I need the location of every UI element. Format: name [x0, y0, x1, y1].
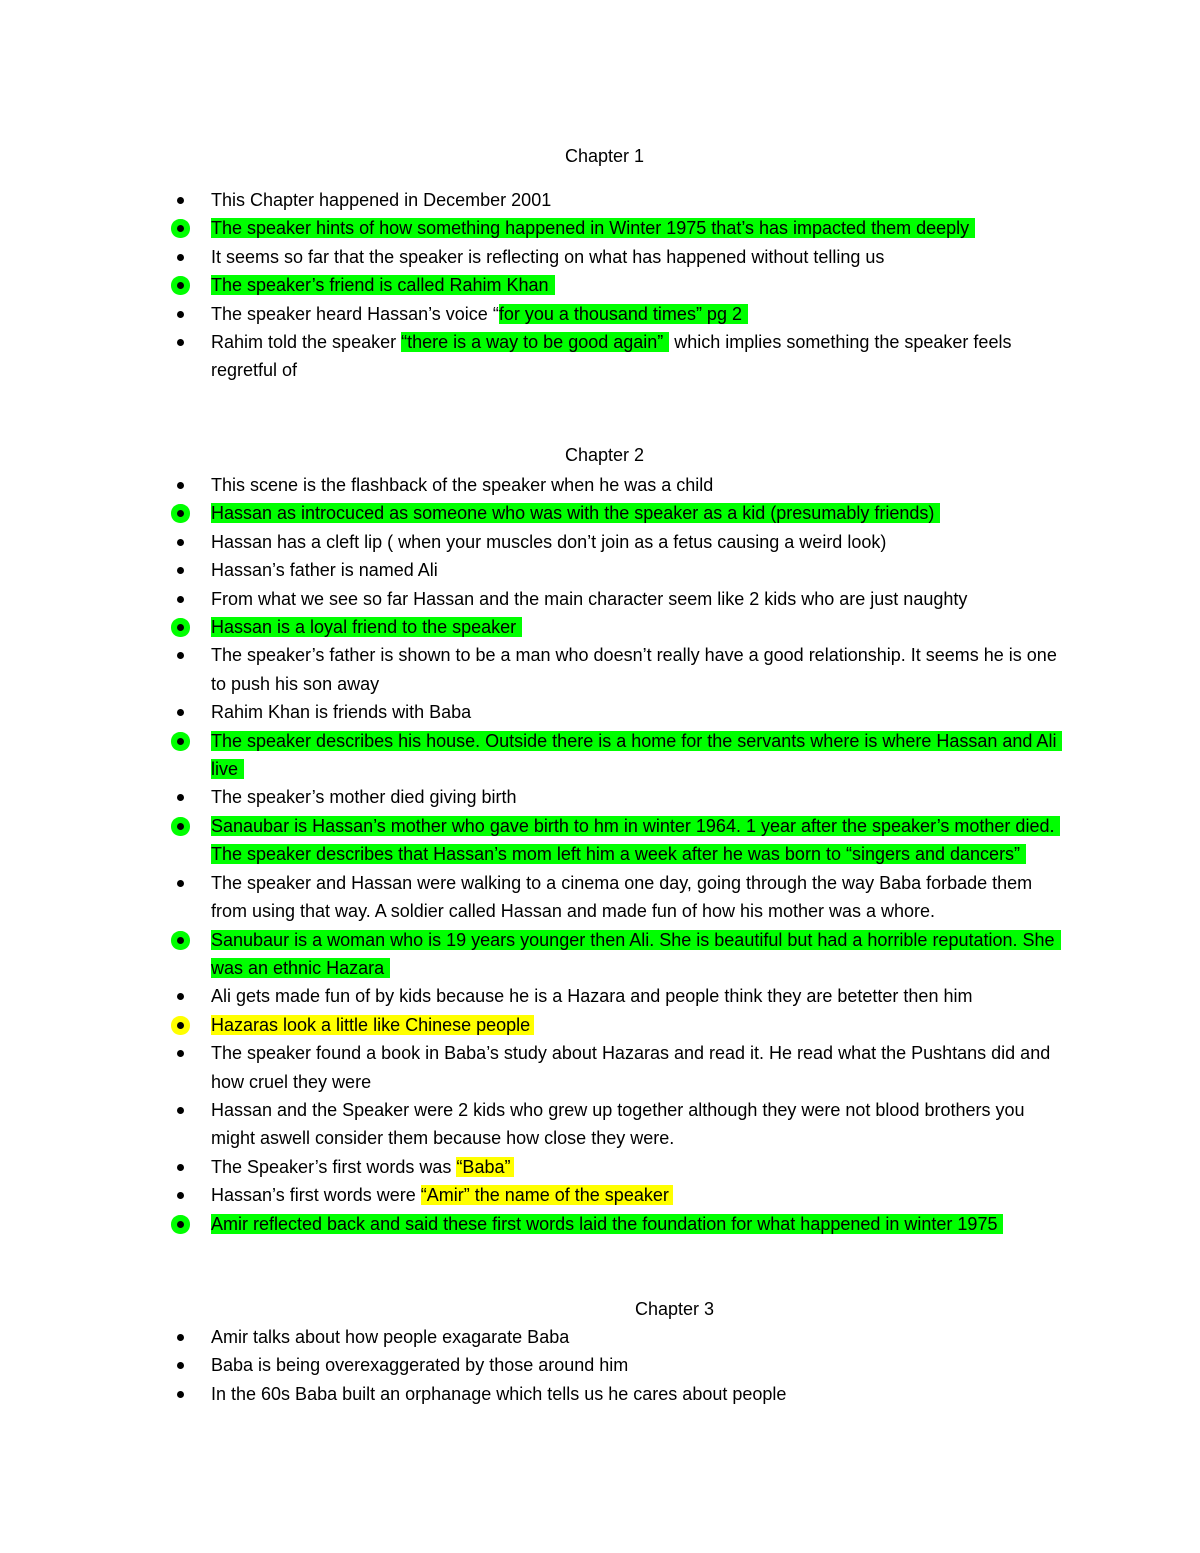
note-text [211, 271, 1072, 299]
green-highlight: Hassan is a loyal friend to the speaker [211, 617, 522, 637]
note-item [172, 243, 1072, 271]
note-text-plain: Hassan has a cleft lip ( when your muscles don’t join as a fetus causing a weird look) [211, 531, 887, 552]
bullet-icon [177, 1107, 184, 1114]
note-text [211, 869, 1072, 926]
yellow-highlight: “Amir” the name of the speaker [421, 1185, 673, 1205]
note-text-plain: The speaker’s mother died giving birth [211, 787, 517, 808]
green-highlight: “there is a way to be good again” [401, 332, 669, 352]
note-text-plain: Baba is being overexaggerated by those around him [211, 1355, 629, 1376]
note-text-plain: which implies something the speaker feels regretful of [211, 332, 1012, 381]
note-text [211, 556, 1072, 584]
green-highlight: for you a thousand times” pg 2 [499, 304, 748, 324]
bullet-icon [177, 794, 184, 801]
note-text [211, 812, 1072, 869]
bullet-icon [177, 1022, 184, 1029]
bullet-icon [177, 1362, 184, 1369]
note-text-plain: The Speaker’s first words was [211, 1156, 457, 1177]
bullet-icon [177, 1391, 184, 1398]
note-text [211, 300, 1072, 328]
bullet-icon [177, 510, 184, 517]
note-text [211, 613, 1072, 641]
note-text [211, 1351, 1072, 1379]
green-highlight: Sanubaur is a woman who is 19 years younger then Ali. She is beautiful but had a horrible reputation. She was an ethnic Hazara [211, 930, 1061, 978]
yellow-highlight: Hazaras look a little like Chinese people [211, 1015, 534, 1035]
note-text [211, 926, 1072, 983]
note-text [211, 1153, 1072, 1181]
bullet-icon [177, 1164, 184, 1171]
note-text [211, 641, 1072, 698]
note-text-plain: Rahim told the speaker [211, 332, 402, 353]
note-text [211, 214, 1072, 242]
note-text [211, 727, 1072, 784]
chapter-2-heading: Chapter 2 [565, 445, 645, 465]
note-text [211, 1181, 1072, 1209]
note-item [172, 1011, 1072, 1039]
note-text [211, 328, 1072, 385]
note-text-plain: The speaker heard Hassan’s voice “ [211, 303, 499, 324]
note-text [211, 698, 1072, 726]
note-text [211, 471, 1072, 499]
bullet-icon [177, 993, 184, 1000]
note-item [172, 328, 1072, 385]
note-text-plain: Hassan’s father is named Ali [211, 560, 438, 581]
note-text [211, 1323, 1072, 1351]
note-text-plain: This scene is the flashback of the speaker when he was a child [211, 475, 714, 495]
bullet-icon [177, 624, 184, 631]
note-item [172, 698, 1072, 726]
bullet-icon [177, 311, 184, 318]
note-text [211, 1096, 1072, 1153]
bullet-icon [177, 652, 184, 659]
bullet-icon [177, 282, 184, 289]
bullet-icon [177, 1050, 184, 1057]
bullet-icon [177, 197, 184, 204]
note-text-plain: Amir talks about how people exagarate Baba [211, 1327, 570, 1347]
note-text-plain: It seems so far that the speaker is reflecting on what has happened without telling us [211, 246, 885, 267]
note-item [172, 982, 1072, 1010]
note-item [172, 271, 1072, 299]
bullet-icon [177, 596, 184, 603]
green-highlight: Amir reflected back and said these first words laid the foundation for what happened in winter 1975 [211, 1214, 1003, 1234]
note-text [211, 1039, 1072, 1096]
note-item [172, 300, 1072, 328]
note-item [172, 727, 1072, 784]
note-text-plain: The speaker found a book in Baba’s study about Hazaras and read it. He read what the Pushtans did and how cruel they were [211, 1043, 1051, 1092]
note-text-plain: Rahim Khan is friends with Baba [211, 702, 472, 723]
note-item [172, 1096, 1072, 1153]
note-item [172, 556, 1072, 584]
bullet-icon [177, 567, 184, 574]
bullet-icon [177, 1221, 184, 1228]
note-item [172, 641, 1072, 698]
bullet-icon [177, 709, 184, 716]
bullet-icon [177, 254, 184, 261]
green-highlight: The speaker hints of how something happened in Winter 1975 that’s has impacted them deeply [211, 218, 975, 238]
note-text-plain: From what we see so far Hassan and the main character seem like 2 kids who are just naughty [211, 588, 968, 609]
bullet-icon [177, 823, 184, 830]
note-item [172, 1323, 1072, 1351]
note-text [211, 585, 1072, 613]
bullet-icon [177, 482, 184, 489]
note-text-plain: The speaker’s father is shown to be a man who doesn’t really have a good relationship. It seems he is one to push his son away [211, 645, 1057, 694]
note-text-plain: The speaker and Hassan were walking to a cinema one day, going through the way Baba forbade them from using that way. A soldier called Hassan and made fun of how his mother was a whore. [211, 872, 1033, 922]
note-item [172, 471, 1072, 499]
note-item [172, 1181, 1072, 1209]
bullet-icon [177, 937, 184, 944]
note-text [211, 243, 1072, 271]
note-text [211, 528, 1072, 556]
note-item [172, 812, 1072, 869]
bullet-icon [177, 539, 184, 546]
note-text [211, 1210, 1072, 1238]
chapter-1-notes-list [172, 186, 1072, 385]
note-item [172, 1153, 1072, 1181]
note-text [211, 186, 1072, 214]
note-item [172, 1039, 1072, 1096]
note-item [172, 926, 1072, 983]
green-highlight: Hassan as introcuced as someone who was with the speaker as a kid (presumably friends) [211, 503, 940, 523]
note-item [172, 1210, 1072, 1238]
note-item [172, 613, 1072, 641]
chapter-1-heading: Chapter 1 [565, 146, 645, 166]
note-text-plain: Hassan and the Speaker were 2 kids who grew up together although they were not blood brothers you might aswell consider them because how close they were. [211, 1099, 1025, 1149]
bullet-icon [177, 339, 184, 346]
note-text-plain: In the 60s Baba built an orphanage which tells us he cares about people [211, 1383, 787, 1404]
note-item [172, 1351, 1072, 1379]
note-item [172, 585, 1072, 613]
note-text [211, 783, 1072, 811]
bullet-icon [177, 1192, 184, 1199]
note-item [172, 499, 1072, 527]
note-item [172, 1380, 1072, 1408]
note-item [172, 214, 1072, 242]
green-highlight: The speaker describes his house. Outside there is a home for the servants where is where Hassan and Ali live [211, 731, 1062, 779]
bullet-icon [177, 225, 184, 232]
note-item [172, 869, 1072, 926]
note-text-plain: This Chapter happened in December 2001 [211, 190, 552, 210]
chapter-2-notes-list [172, 471, 1072, 1238]
green-highlight: The speaker’s friend is called Rahim Khan [211, 275, 555, 295]
note-item [172, 186, 1072, 214]
note-text [211, 499, 1072, 527]
yellow-highlight: “Baba” [456, 1157, 514, 1177]
note-item [172, 528, 1072, 556]
bullet-icon [177, 1334, 184, 1341]
note-text [211, 1011, 1072, 1039]
chapter-3-heading: Chapter 3 [635, 1299, 715, 1319]
note-text-plain: Ali gets made fun of by kids because he is a Hazara and people think they are betetter then him [211, 986, 973, 1007]
note-text [211, 1380, 1072, 1408]
bullet-icon [177, 738, 184, 745]
green-highlight: Sanaubar is Hassan’s mother who gave birth to hm in winter 1964. 1 year after the speaker’s mother died. The speaker describes that Hassan’s mom left him a week after he was born to “singers and dancers” [211, 816, 1060, 864]
note-text-plain: Hassan’s first words were [211, 1185, 421, 1206]
note-item [172, 783, 1072, 811]
chapter-3-notes-list [172, 1323, 1072, 1408]
bullet-icon [177, 880, 184, 887]
note-text [211, 982, 1072, 1010]
